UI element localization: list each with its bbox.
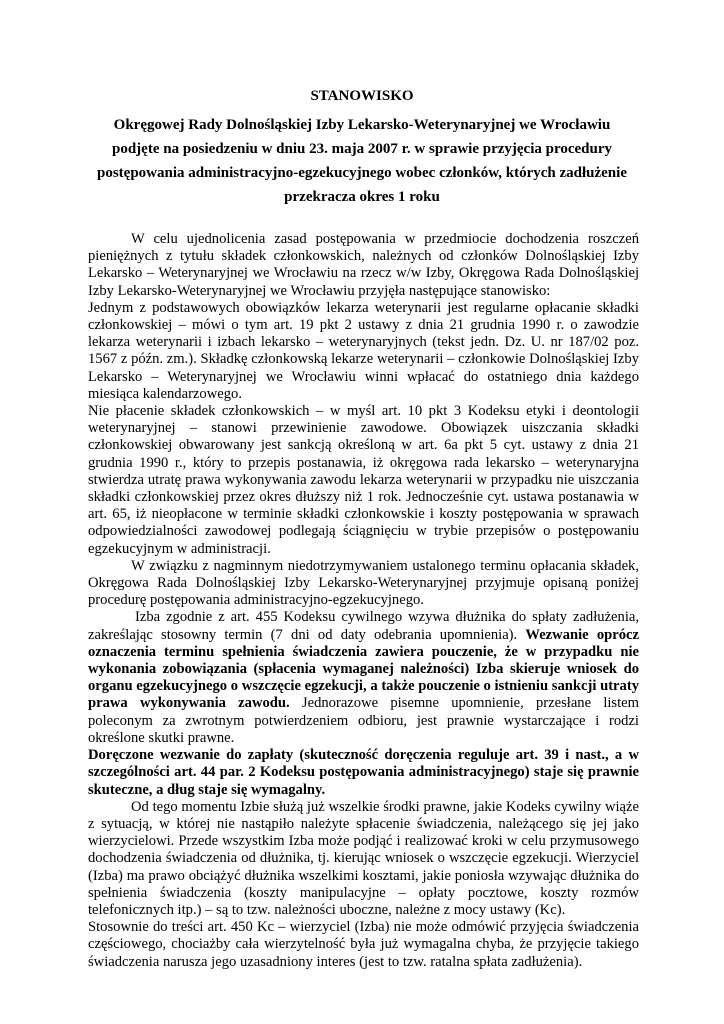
document-title: STANOWISKO (310, 88, 414, 104)
document-body (88, 231, 639, 971)
summons-text-end: Jednorazowe pisemne upomnienie, przesłane listem poleconym za zwrotnym potwierdzeniem odbioru, jest prawnie wystarczające i rodzi określone skutki prawne. (88, 695, 639, 746)
paragraph-legal-means: Od tego momentu Izbie służą już wszelkie środki prawne, jakie Kodeks cywilny wiąże z sytuacją, w której nie nastąpiło należyte spłacenie świadczenia, należącego się jej jako wierzycielowi. Przede wszystkim Izba może podjąć i realizować kroki w celu przymusowego dochodzenia świadczenia od dłużnika, tj. kierując wniosek o wszczęcie egzekucji. Wierzyciel (Izba) ma prawo obciążyć dłużnika wszelkimi kosztami, jakie poniosła wzywając dłużnika do spełnienia świadczenia (koszty manipulacyjne – opłaty pocztowe, koszty rozmów telefonicznych itp.) – są to tzw. należności uboczne, należne z mocy ustawy (Kc). (88, 798, 639, 918)
summons-text-start: Izba zgodnie z art. 455 Kodeksu cywilnego wzywa dłużnika do spłaty zadłużenia, zakreślając stosowny termin (7 dni od daty odebrania upomnienia). (88, 609, 639, 643)
paragraph-summons (88, 609, 639, 747)
paragraph-procedure: W związku z nagminnym niedotrzymywaniem ustalonego terminu opłacania składek, Okręgowa Rada Dolnośląskiej Izby Lekarsko-Weterynaryjnej przyjmuje opisaną poniżej procedurę postępowania administracyjno-egzekucyjnego. (88, 557, 639, 609)
heading-subject-line: postępowania administracyjno-egzekucyjnego wobec członków, których zadłużenie (97, 165, 627, 181)
summons-text-bold: Wezwanie oprócz oznaczenia terminu spełnienia świadczenia zawiera pouczenie, że w przypadku nie wykonania zobowiązania (spłacenia wymaganej należności) Izba skieruje wniosek do organu egzekucyjnego o wszczęcie egzekucji, a także pouczenie o istnieniu sankcji utraty prawa wykonywania zawodu. (88, 626, 639, 712)
paragraph-delivery: Doręczone wezwanie do zapłaty (skuteczność doręczenia reguluje art. 39 i nast., a w szczególności art. 44 par. 2 Kodeksu postępowania administracyjnego) staje się prawnie skuteczne, a dług staje się wymagalny. (88, 747, 639, 798)
heading-subject-end: przekracza okres 1 roku (284, 189, 440, 205)
paragraph-partial-payment: Stosownie do treści art. 450 Kc – wierzyciel (Izba) nie może odmówić przyjęcia świadczenia częściowego, chociażby cała wierzytelność była już wymagalna chyba, że przyjęcie takiego świadczenia narusza jego uzasadniony interes (jest to tzw. ratalna spłata zadłużenia). (88, 919, 639, 970)
heading-date-line: podjęte na posiedzeniu w dniu 23. maja 2007 r. w sprawie przyjęcia procedury (112, 141, 612, 157)
paragraph-intro: W celu ujednolicenia zasad postępowania w przedmiocie dochodzenia roszczeń pieniężnych z tytułu składek członkowskich, należnych od członków Dolnośląskiej Izby Lekarsko – Weterynaryjnej we Wrocławiu na rzecz w/w Izby, Okręgowa Rada Dolnośląskiej Izby Lekarsko-Weterynaryjnej we Wrocławiu przyjęła następujące stanowisko: (88, 231, 639, 299)
paragraph-obligation: Jednym z podstawowych obowiązków lekarza weterynarii jest regularne opłacanie składki członkowskiej – mówi o tym art. 19 pkt 2 ustawy z dnia 21 grudnia 1990 r. o zawodzie lekarza weterynarii i izbach lekarsko – weterynaryjnych (tekst jedn. Dz. U. nr 187/02 poz. 1567 z późn. zm.). Składkę członkowską lekarze weterynarii – członkowie Dolnośląskiej Izby Lekarsko – Weterynaryjnej we Wrocławiu winni wpłacać do ostatniego dnia każdego miesiąca kalendarzowego. (88, 299, 639, 402)
heading-issuer: Okręgowej Rady Dolnośląskiej Izby Lekarsko-Weterynaryjnej we Wrocławiu (113, 117, 611, 133)
paragraph-sanction: Nie płacenie składek członkowskich – w myśl art. 10 pkt 3 Kodeksu etyki i deontologii weterynaryjnej – stanowi przewinienie zawodowe. Obowiązek uiszczania składki członkowskiej obwarowany jest sankcją określoną w art. 6a pkt 5 cyt. ustawy z dnia 21 grudnia 1990 r., który to przepis postanawia, iż okręgowa rada lekarsko – weterynaryjna stwierdza utratę prawa wykonywania zawodu lekarza weterynarii w przypadku nie uiszczania składki członkowskiej przez okres dłuższy niż 1 rok. Jednocześnie cyt. ustawa postanawia w art. 65, iż nieopłacone w terminie składki członkowskie i koszty postępowania w sprawach odpowiedzialności zawodowej podlegają ściągnięciu w trybie przepisów o postępowaniu egzekucyjnym w administracji. (88, 403, 639, 557)
